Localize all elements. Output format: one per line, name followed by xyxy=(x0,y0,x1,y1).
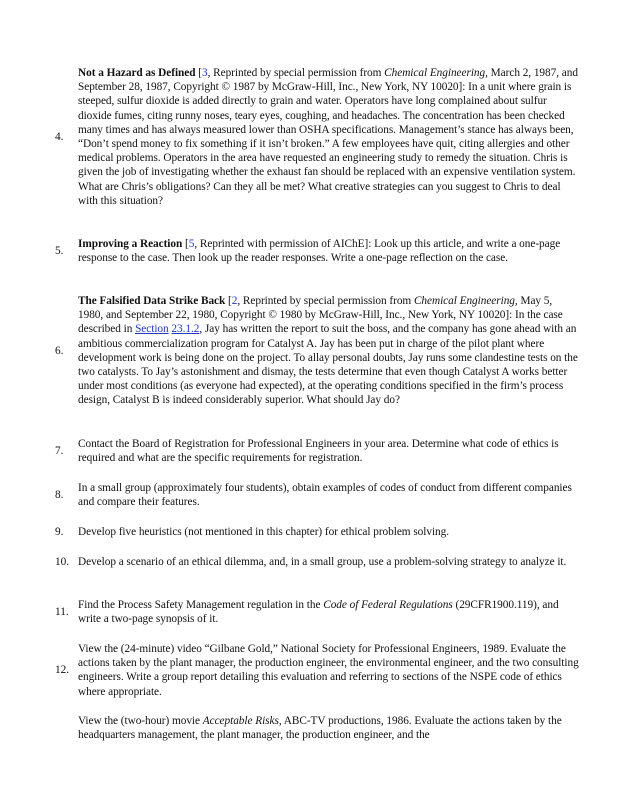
item-number: 10. xyxy=(55,556,70,568)
item-body: Look up this article, and write a one-page response to the case. Then look up the reader responses. Write a one-page reflection on the case. xyxy=(78,238,561,265)
item-title: The Falsified Data Strike Back xyxy=(78,295,226,307)
item-text: Not a Hazard as Defined [3, Reprinted by special permission from Chemical Engineering, March 2, 1987, and September 28, 1987, Copyright © 1987 by McGraw-Hill, Inc., New York, NY 10020]: In a unit where grain is steeped, sulfur dioxide is added directly to grain and water. Operators have long complained about sulfur dioxide fumes, citing runny noses, teary eyes, coughing, and headaches. The concentration has been checked many times and has always measured lower than OSHA specifications. Management’s stance has always been, “Don’t spend money to fix something if it isn’t broken.” A few employees have quit, citing allergies and other medical problems. Operators in the area have requested an engineering study to remedy the situation. Chris is given the job of investigating whether the exhaust fan should be replaced with an expensive ventilation system. What are Chris’s obligations? Can they all be met? What creative strategies can you suggest to Chris to deal with this situation? xyxy=(78,67,578,207)
section-number-link[interactable]: 23.1.2 xyxy=(171,323,200,336)
item-number: 11. xyxy=(55,606,69,619)
item-number: 12. xyxy=(55,664,70,677)
item-text: Find the Process Safety Management regulation in the Code of Federal Regulations (29CFR1900.119), and write a two-page synopsis of it. xyxy=(78,599,559,626)
regulation-name: Code of Federal Regulations xyxy=(323,599,453,611)
exercise-item-9 xyxy=(55,525,580,539)
item-number: 8. xyxy=(55,489,64,502)
item-number: 6. xyxy=(55,344,64,357)
exercise-item-12 xyxy=(55,642,580,699)
movie-title: Acceptable Risks, xyxy=(202,715,282,727)
item-text: Improving a Reaction [5, Reprinted with permission of AIChE]: Look up this article, and write a one-page response to the case. Then look up the reader responses. Write a one-page reflection on the case. xyxy=(78,238,561,265)
section-link[interactable]: Section xyxy=(135,323,169,336)
item-number: 4. xyxy=(55,130,64,143)
exercise-item-5 xyxy=(55,237,580,265)
item-title: Improving a Reaction xyxy=(78,238,183,250)
exercise-item-10 xyxy=(55,555,580,569)
exercise-item-8 xyxy=(55,481,580,509)
item-body: In a unit where grain is steeped, sulfur dioxide is added directly to grain and water. Operators have long complained about sulfur dioxide fumes, citing runny noses, teary eyes, coughing, and headaches. The concentration has been checked many times and has always measured lower than OSHA specifications. Management’s stance has always been, “Don’t spend money to fix something if it isn’t broken.” A few employees have quit, citing allergies and other medical problems. Operators in the area have requested an engineering study to remedy the situation. Chris is given the job of investigating whether the exhaust fan should be replaced with an expensive ventilation system. What are Chris’s obligations? Can they all be met? What creative strategies can you suggest to Chris to deal with this situation? xyxy=(78,81,576,207)
item-text: View the (two-hour) movie Acceptable Risks, ABC-TV productions, 1986. Evaluate the actions taken by the headquarters management, the plant manager, the production engineer, and the xyxy=(78,715,562,742)
item-number: 9. xyxy=(55,526,64,538)
exercise-item-4 xyxy=(55,66,580,208)
reference-link[interactable]: 5 xyxy=(188,238,195,250)
journal-name: Chemical Engineering, xyxy=(413,295,518,307)
item-text: The Falsified Data Strike Back [2, Reprinted by special permission from Chemical Engineering, May 5, 1980, and September 22, 1980, Copyright © 1980 by McGraw-Hill, Inc., New York, NY 10020]: In the case described in Section 23.1.2, Jay has written the report to suit the boss, and the company has gone ahead with an ambitious commercialization program for Catalyst A. Jay has been put in charge of the pilot plant where development work is being done on the project. To allay personal doubts, Jay runs some clandestine tests on the two catalysts. To Jay’s astonishment and dismay, the tests determine that even though Catalyst A works better under most conditions (as everyone had expected), at the operating conditions specified in the firm’s process design, Catalyst B is indeed considerably superior. What should Jay do? xyxy=(78,295,578,407)
item-body: Develop a scenario of an ethical dilemma, and, in a small group, use a problem-solving strategy to analyze it. xyxy=(78,556,567,568)
item-body: Develop five heuristics (not mentioned in this chapter) for ethical problem solving. xyxy=(78,526,450,538)
journal-name: Chemical Engineering, xyxy=(384,67,488,79)
item-number: 7. xyxy=(55,445,64,458)
item-body: Contact the Board of Registration for Professional Engineers in your area. Determine what code of ethics is required and what are the specific requirements for registration. xyxy=(78,438,559,465)
item-body: In a small group (approximately four students), obtain examples of codes of conduct from different companies and compare their features. xyxy=(78,482,572,509)
exercise-item-7 xyxy=(55,437,580,465)
reference-link[interactable]: 3 xyxy=(201,67,208,79)
exercise-item-6 xyxy=(55,294,580,408)
item-title: Not a Hazard as Defined xyxy=(78,67,196,79)
exercise-item-11 xyxy=(55,598,580,626)
item-body: View the (24-minute) video “Gilbane Gold,” National Society for Professional Engineers, 1989. Evaluate the actions taken by the plant manager, the production engineer, the environmental engineer, and the two consulting engineers. Write a group report detailing this evaluation and referring to sections of the NSPE code of ethics where appropriate. xyxy=(78,643,579,698)
exercise-item-13 xyxy=(55,714,580,742)
item-number: 5. xyxy=(55,245,64,258)
reference-link[interactable]: 2 xyxy=(231,295,238,307)
